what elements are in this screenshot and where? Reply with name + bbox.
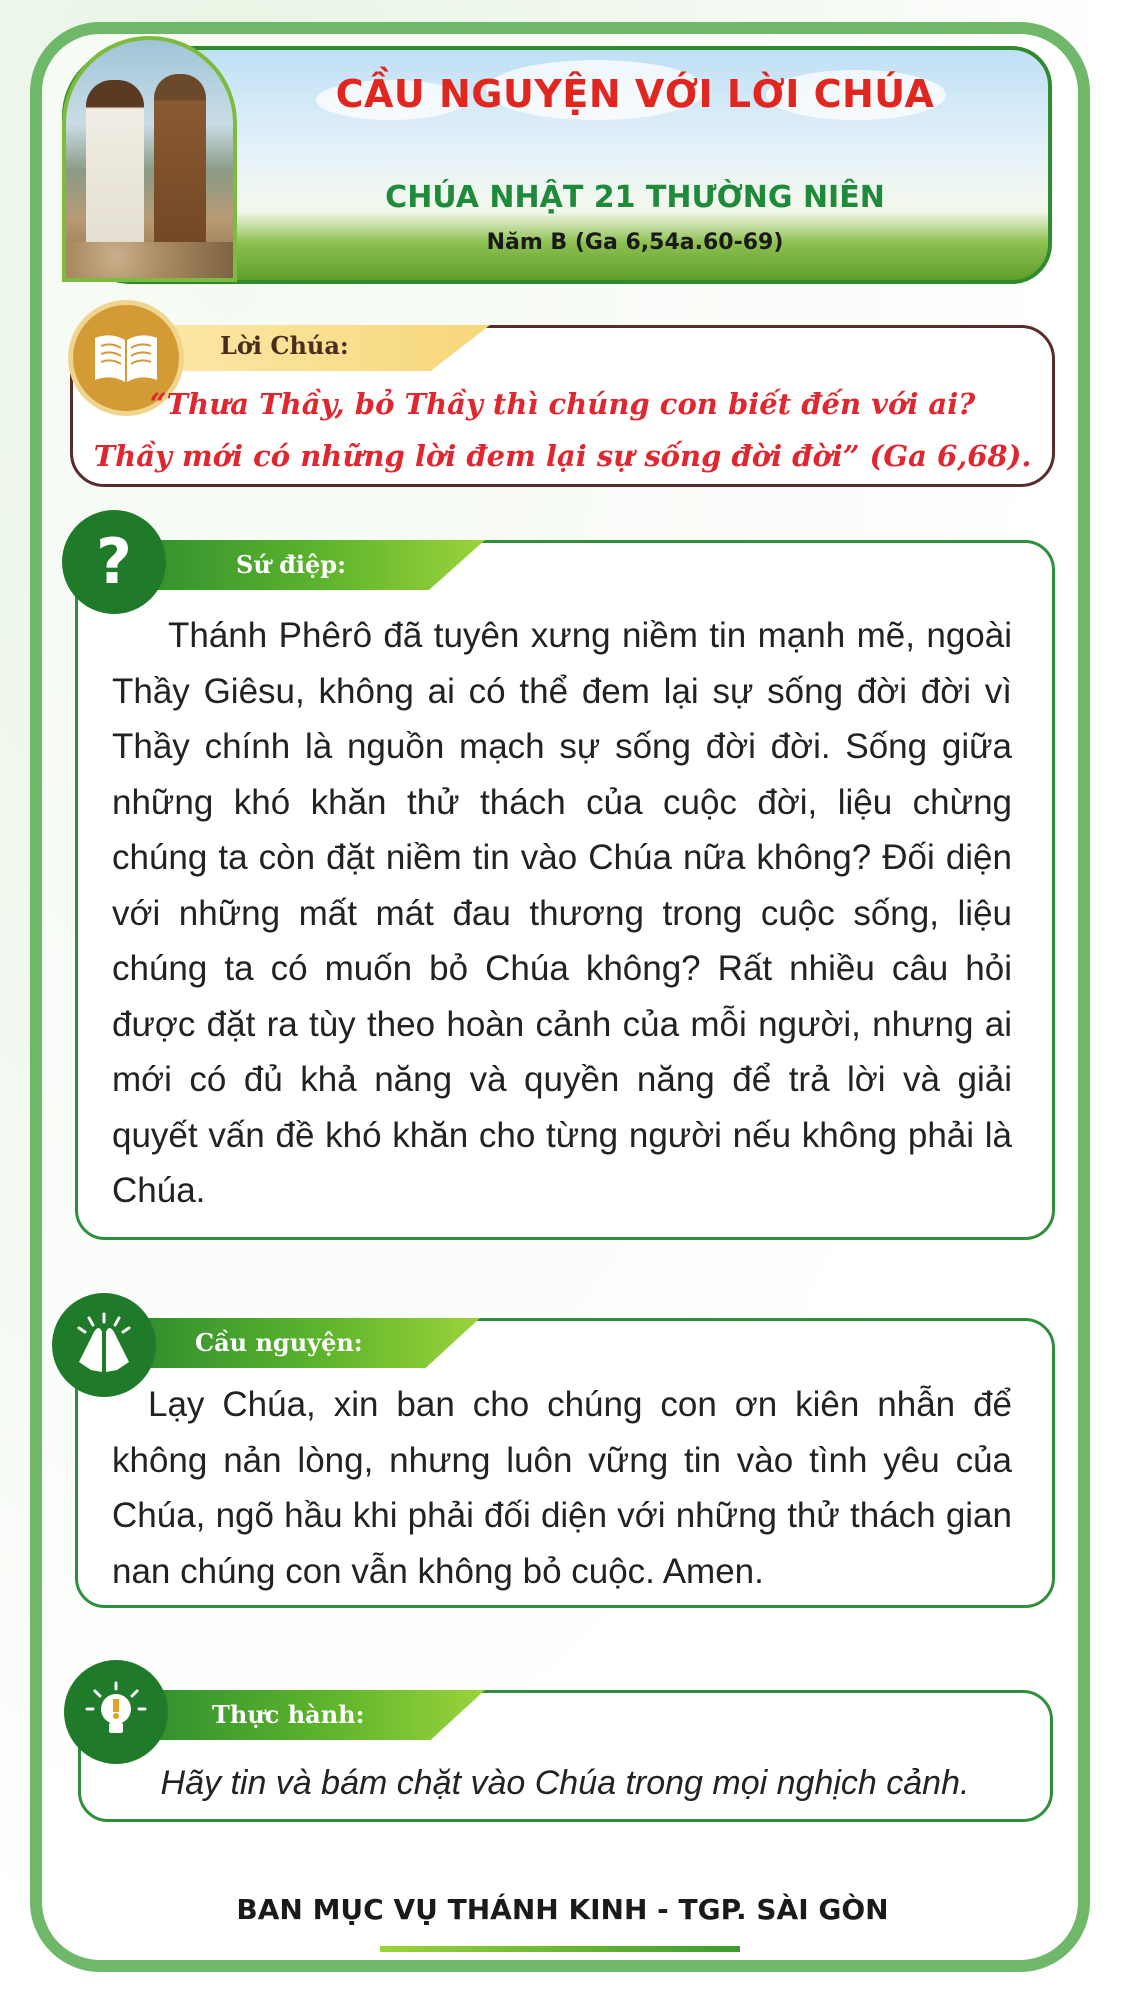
question-mark-icon	[62, 510, 166, 614]
message-text: Thánh Phêrô đã tuyên xưng niềm tin mạnh mẽ, ngoài Thầy Giêsu, không ai có thể đem lại sự sống đời đời vì Thầy chính là nguồn mạch sự sống đời đời. Sống giữa những khó khăn thử thách của cuộc đời, liệu chừng chúng ta còn đặt niềm tin vào Chúa nữa không? Đối diện với những mất mát đau thương trong cuộc sống, liệu chúng ta có muốn bỏ Chúa không? Rất nhiều câu hỏi được đặt ra tùy theo hoàn cảnh của mỗi người, nhưng ai mới có đủ khả năng và quyền năng để trả lời và giải quyết vấn đề khó khăn cho từng người nếu không phải là Chúa.	[112, 616, 1012, 1210]
practice-text: Hãy tin và bám chặt vào Chúa trong mọi nghịch cảnh.	[160, 1764, 970, 1802]
scripture-reference: Năm B (Ga 6,54a.60-69)	[486, 230, 784, 255]
word-quote-line-2: Thầy mới có những lời đem lại sự sống đời đời” (Ga 6,68).	[93, 439, 1032, 473]
prayer-label: Cầu nguyện:	[195, 1328, 363, 1357]
word-label: Lời Chúa:	[220, 331, 349, 360]
practice-label: Thực hành:	[212, 1700, 365, 1729]
svg-text:?: ?	[96, 527, 132, 597]
footer-divider	[380, 1946, 740, 1952]
page-subtitle: CHÚA NHẬT 21 THƯỜNG NIÊN	[385, 180, 885, 215]
lightbulb-icon	[64, 1660, 168, 1764]
message-label: Sứ điệp:	[236, 550, 346, 579]
word-quote	[90, 378, 1035, 482]
word-quote-line-1: “Thưa Thầy, bỏ Thầy thì chúng con biết đến với ai?	[149, 387, 976, 421]
prayer-text: Lạy Chúa, xin ban cho chúng con ơn kiên nhẫn để không nản lòng, nhưng luôn vững tin vào tình yêu của Chúa, ngõ hầu khi phải đối diện với những thử thách gian nan chúng con vẫn không bỏ cuộc. Amen.	[112, 1385, 1012, 1591]
footer-credit: BAN MỤC VỤ THÁNH KINH - TGP. SÀI GÒN	[236, 1893, 889, 1926]
header-portrait-image	[62, 36, 237, 282]
page-title: CẦU NGUYỆN VỚI LỜI CHÚA	[335, 72, 935, 116]
